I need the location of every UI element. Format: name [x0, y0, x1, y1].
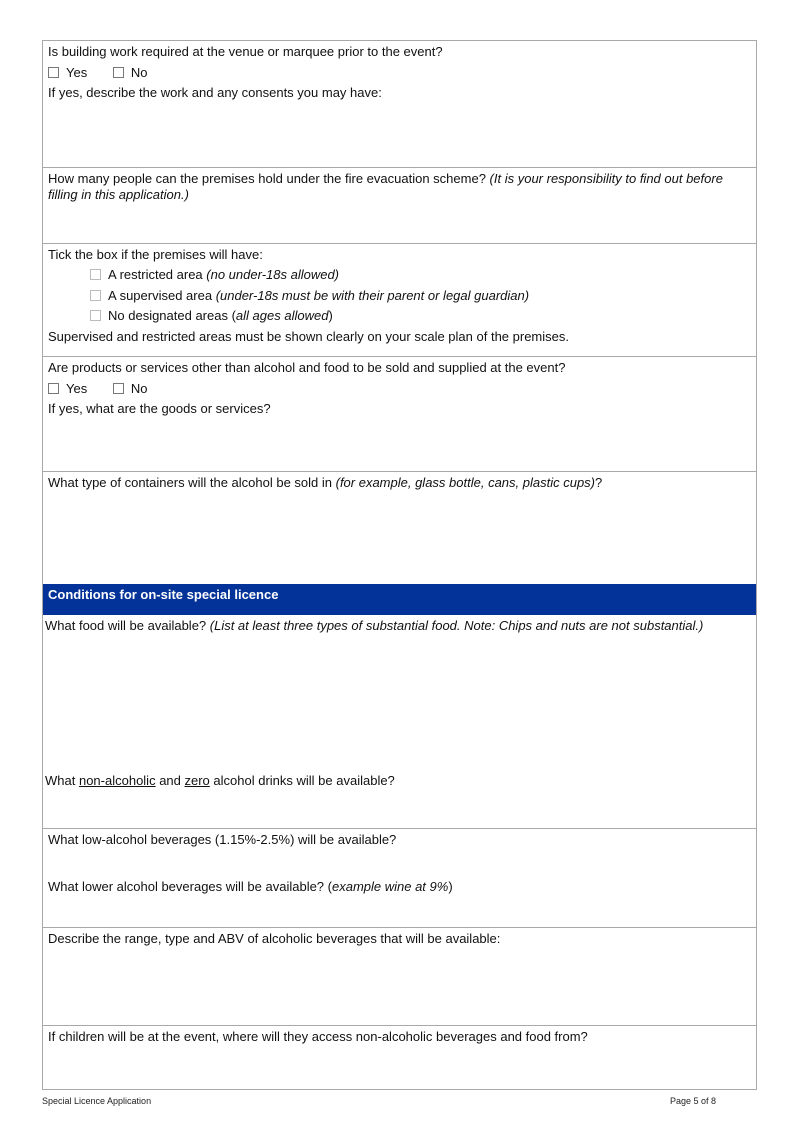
checkbox-icon[interactable]: [90, 310, 101, 321]
q-mid: and: [155, 773, 185, 788]
food-question: [45, 618, 703, 634]
other-products-no[interactable]: [113, 381, 148, 396]
areas-row: [43, 243, 756, 356]
supervised-area-option[interactable]: [90, 288, 529, 304]
fire-capacity-question: [48, 171, 748, 203]
checkbox-icon[interactable]: [48, 383, 59, 394]
restricted-area-option[interactable]: [90, 267, 339, 283]
abv-range-row: [43, 927, 756, 1025]
building-work-question: Is building work required at the venue or marquee prior to the event?: [48, 44, 443, 59]
option-note: (under-18s must be with their parent or legal guardian): [215, 288, 530, 303]
option-label: A supervised area: [108, 288, 216, 303]
question-note: (It is your responsibility to find out before filling in this application.): [48, 171, 723, 202]
q-post: alcohol drinks will be available?: [209, 773, 395, 788]
option-label: No designated areas (: [108, 308, 236, 323]
children-access-row: [43, 1025, 756, 1090]
section-header: [43, 584, 756, 615]
option-note: (no under-18s allowed): [206, 267, 340, 282]
question-text: What food will be available?: [45, 618, 210, 633]
low-alcohol-row: [43, 828, 756, 927]
building-work-no[interactable]: [113, 65, 148, 80]
containers-question: [48, 475, 602, 491]
option-label: A restricted area: [108, 267, 207, 282]
no-designated-areas-option[interactable]: [90, 308, 333, 324]
option-suffix: ): [328, 308, 333, 323]
containers-row: [43, 471, 756, 584]
question-text: How many people can the premises hold under the fire evacuation scheme?: [48, 171, 486, 186]
checkbox-icon[interactable]: [90, 269, 101, 280]
question-note: (for example, glass bottle, cans, plastic cups): [335, 475, 595, 490]
application-form-table: [42, 40, 757, 1090]
checkbox-icon[interactable]: [48, 67, 59, 78]
checkbox-icon[interactable]: [90, 290, 101, 301]
question-note: example wine at 9%: [331, 879, 449, 894]
option-note: all ages allowed: [235, 308, 329, 323]
footer-page-number: Page 5 of 8: [670, 1096, 717, 1106]
question-suffix: ): [448, 879, 453, 894]
building-work-yes[interactable]: [48, 65, 87, 80]
other-products-yes[interactable]: [48, 381, 87, 396]
question-text: What type of containers will the alcohol be sold in: [48, 475, 336, 490]
lower-alcohol-question: [48, 879, 453, 895]
other-products-options: [48, 381, 147, 397]
other-products-row: [43, 356, 756, 471]
no-label: No: [130, 65, 148, 80]
checkbox-icon[interactable]: [113, 383, 124, 394]
q-underlined-zero: zero: [184, 773, 210, 788]
question-suffix: ?: [595, 475, 603, 490]
children-access-question: If children will be at the event, where will they access non-alcoholic beverages and food from?: [48, 1029, 588, 1044]
q-underlined-non-alcoholic: non-alcoholic: [78, 773, 156, 788]
q-pre: What: [45, 773, 79, 788]
question-note: (List at least three types of substantial food. Note: Chips and nuts are not substantial.): [209, 618, 704, 633]
no-label: No: [130, 381, 148, 396]
building-work-row: [43, 41, 756, 167]
question-text: What lower alcohol beverages will be available? (: [48, 879, 332, 894]
low-alcohol-question: What low-alcohol beverages (1.15%-2.5%) will be available?: [48, 832, 397, 847]
section-title: Conditions for on-site special licence: [48, 587, 279, 602]
areas-footer-note: Supervised and restricted areas must be shown clearly on your scale plan of the premises.: [48, 329, 569, 344]
other-products-question: Are products or services other than alcohol and food to be sold and supplied at the event?: [48, 360, 566, 375]
fire-capacity-row: [43, 167, 756, 243]
building-work-options: [48, 65, 147, 81]
yes-label: Yes: [66, 65, 88, 80]
other-products-followup: If yes, what are the goods or services?: [48, 401, 271, 416]
building-work-followup: If yes, describe the work and any consents you may have:: [48, 85, 382, 100]
areas-intro: Tick the box if the premises will have:: [48, 247, 263, 262]
yes-label: Yes: [66, 381, 88, 396]
checkbox-icon[interactable]: [113, 67, 124, 78]
footer-document-title: Special Licence Application: [42, 1096, 152, 1106]
non-alcoholic-question: [45, 773, 395, 789]
food-drinks-row: [43, 615, 756, 828]
abv-range-question: Describe the range, type and ABV of alcoholic beverages that will be available:: [48, 931, 501, 946]
